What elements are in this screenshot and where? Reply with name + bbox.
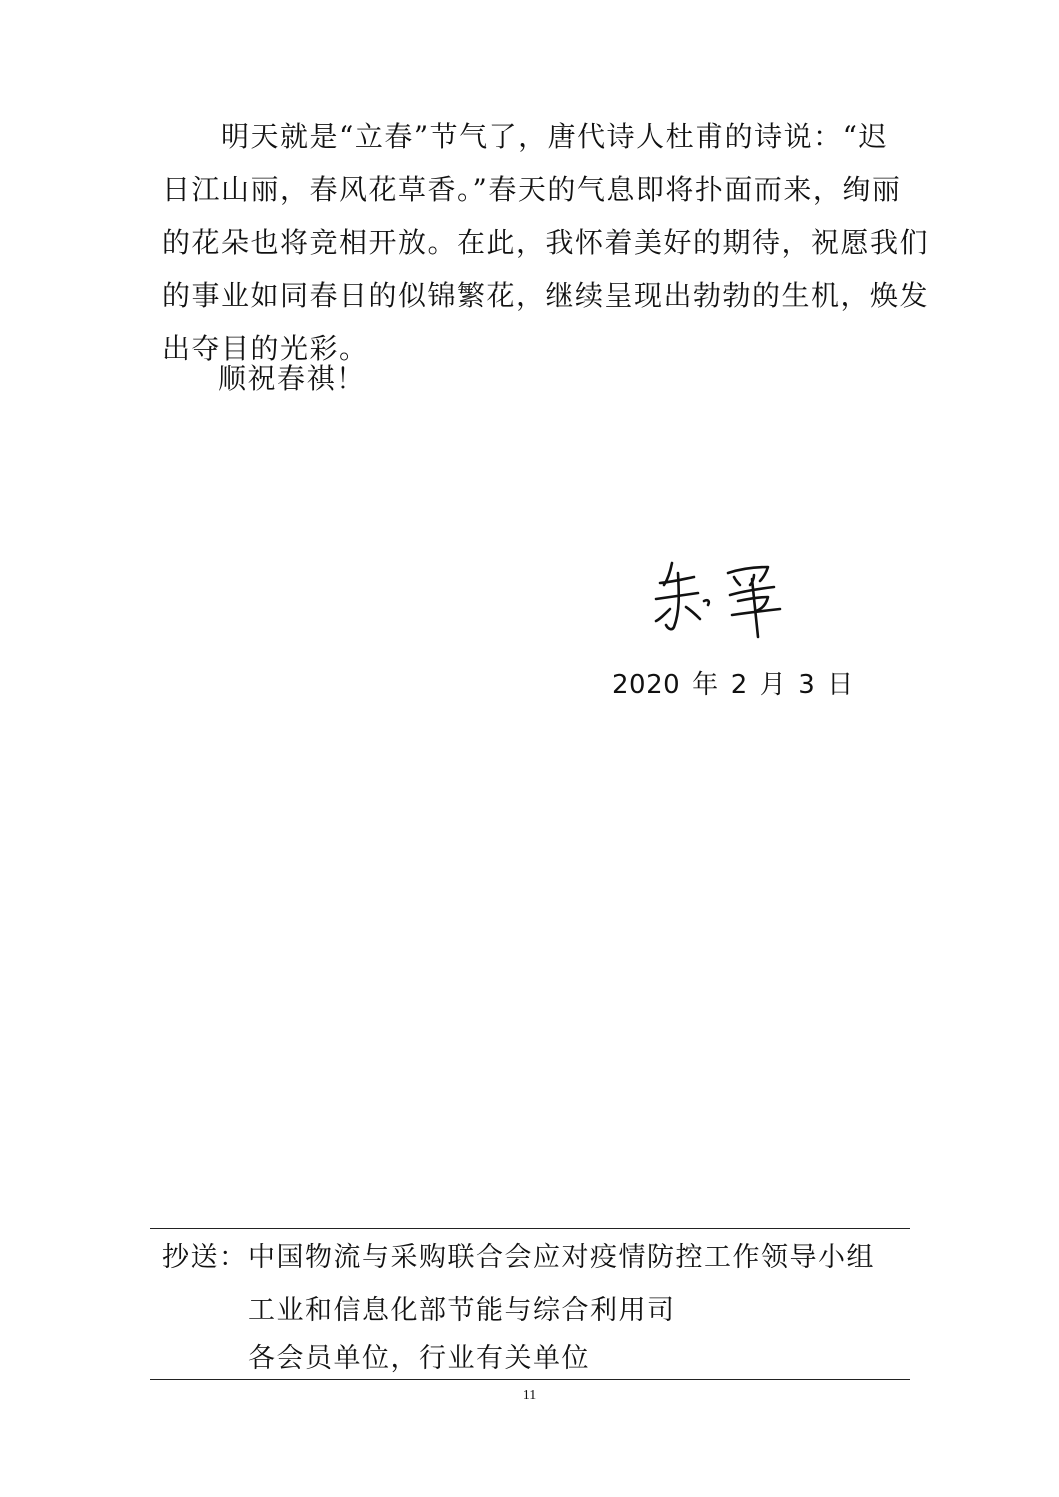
cc-recipient: 工业和信息化部节能与综合利用司 — [248, 1295, 676, 1326]
date-month-unit: 月 — [759, 670, 787, 700]
paragraph-line: 日江山丽，春风花草香。”春天的气息即将扑面而来，绚丽 — [162, 173, 902, 206]
paragraph-line: 的花朵也将竞相开放。在此，我怀着美好的期待，祝愿我们 — [162, 226, 930, 259]
cc-bottom-divider — [150, 1379, 910, 1380]
date-year: 2020 — [612, 670, 681, 700]
cc-top-divider — [150, 1228, 910, 1229]
paragraph-line: 明天就是“立春”节气了，唐代诗人杜甫的诗说：“迟 — [162, 120, 888, 153]
paragraph-line: 出夺目的光彩。 — [162, 332, 369, 365]
cc-recipient: 各会员单位，行业有关单位 — [248, 1343, 590, 1374]
paragraph-line: 的事业如同春日的似锦繁花，继续呈现出勃勃的生机，焕发 — [162, 279, 930, 312]
date-day-unit: 日 — [827, 670, 854, 700]
handwritten-signature — [650, 555, 800, 640]
date-day: 3 — [798, 670, 816, 700]
signature-date — [612, 665, 866, 705]
closing-greeting: 顺祝春祺！ — [218, 362, 366, 395]
cc-label: 抄送： — [162, 1242, 248, 1273]
page-number: 11 — [522, 1388, 537, 1403]
cc-recipient: 中国物流与采购联合会应对疫情防控工作领导小组 — [248, 1242, 875, 1273]
body-paragraph — [162, 110, 930, 375]
date-month: 2 — [730, 670, 748, 700]
date-year-unit: 年 — [692, 670, 719, 700]
